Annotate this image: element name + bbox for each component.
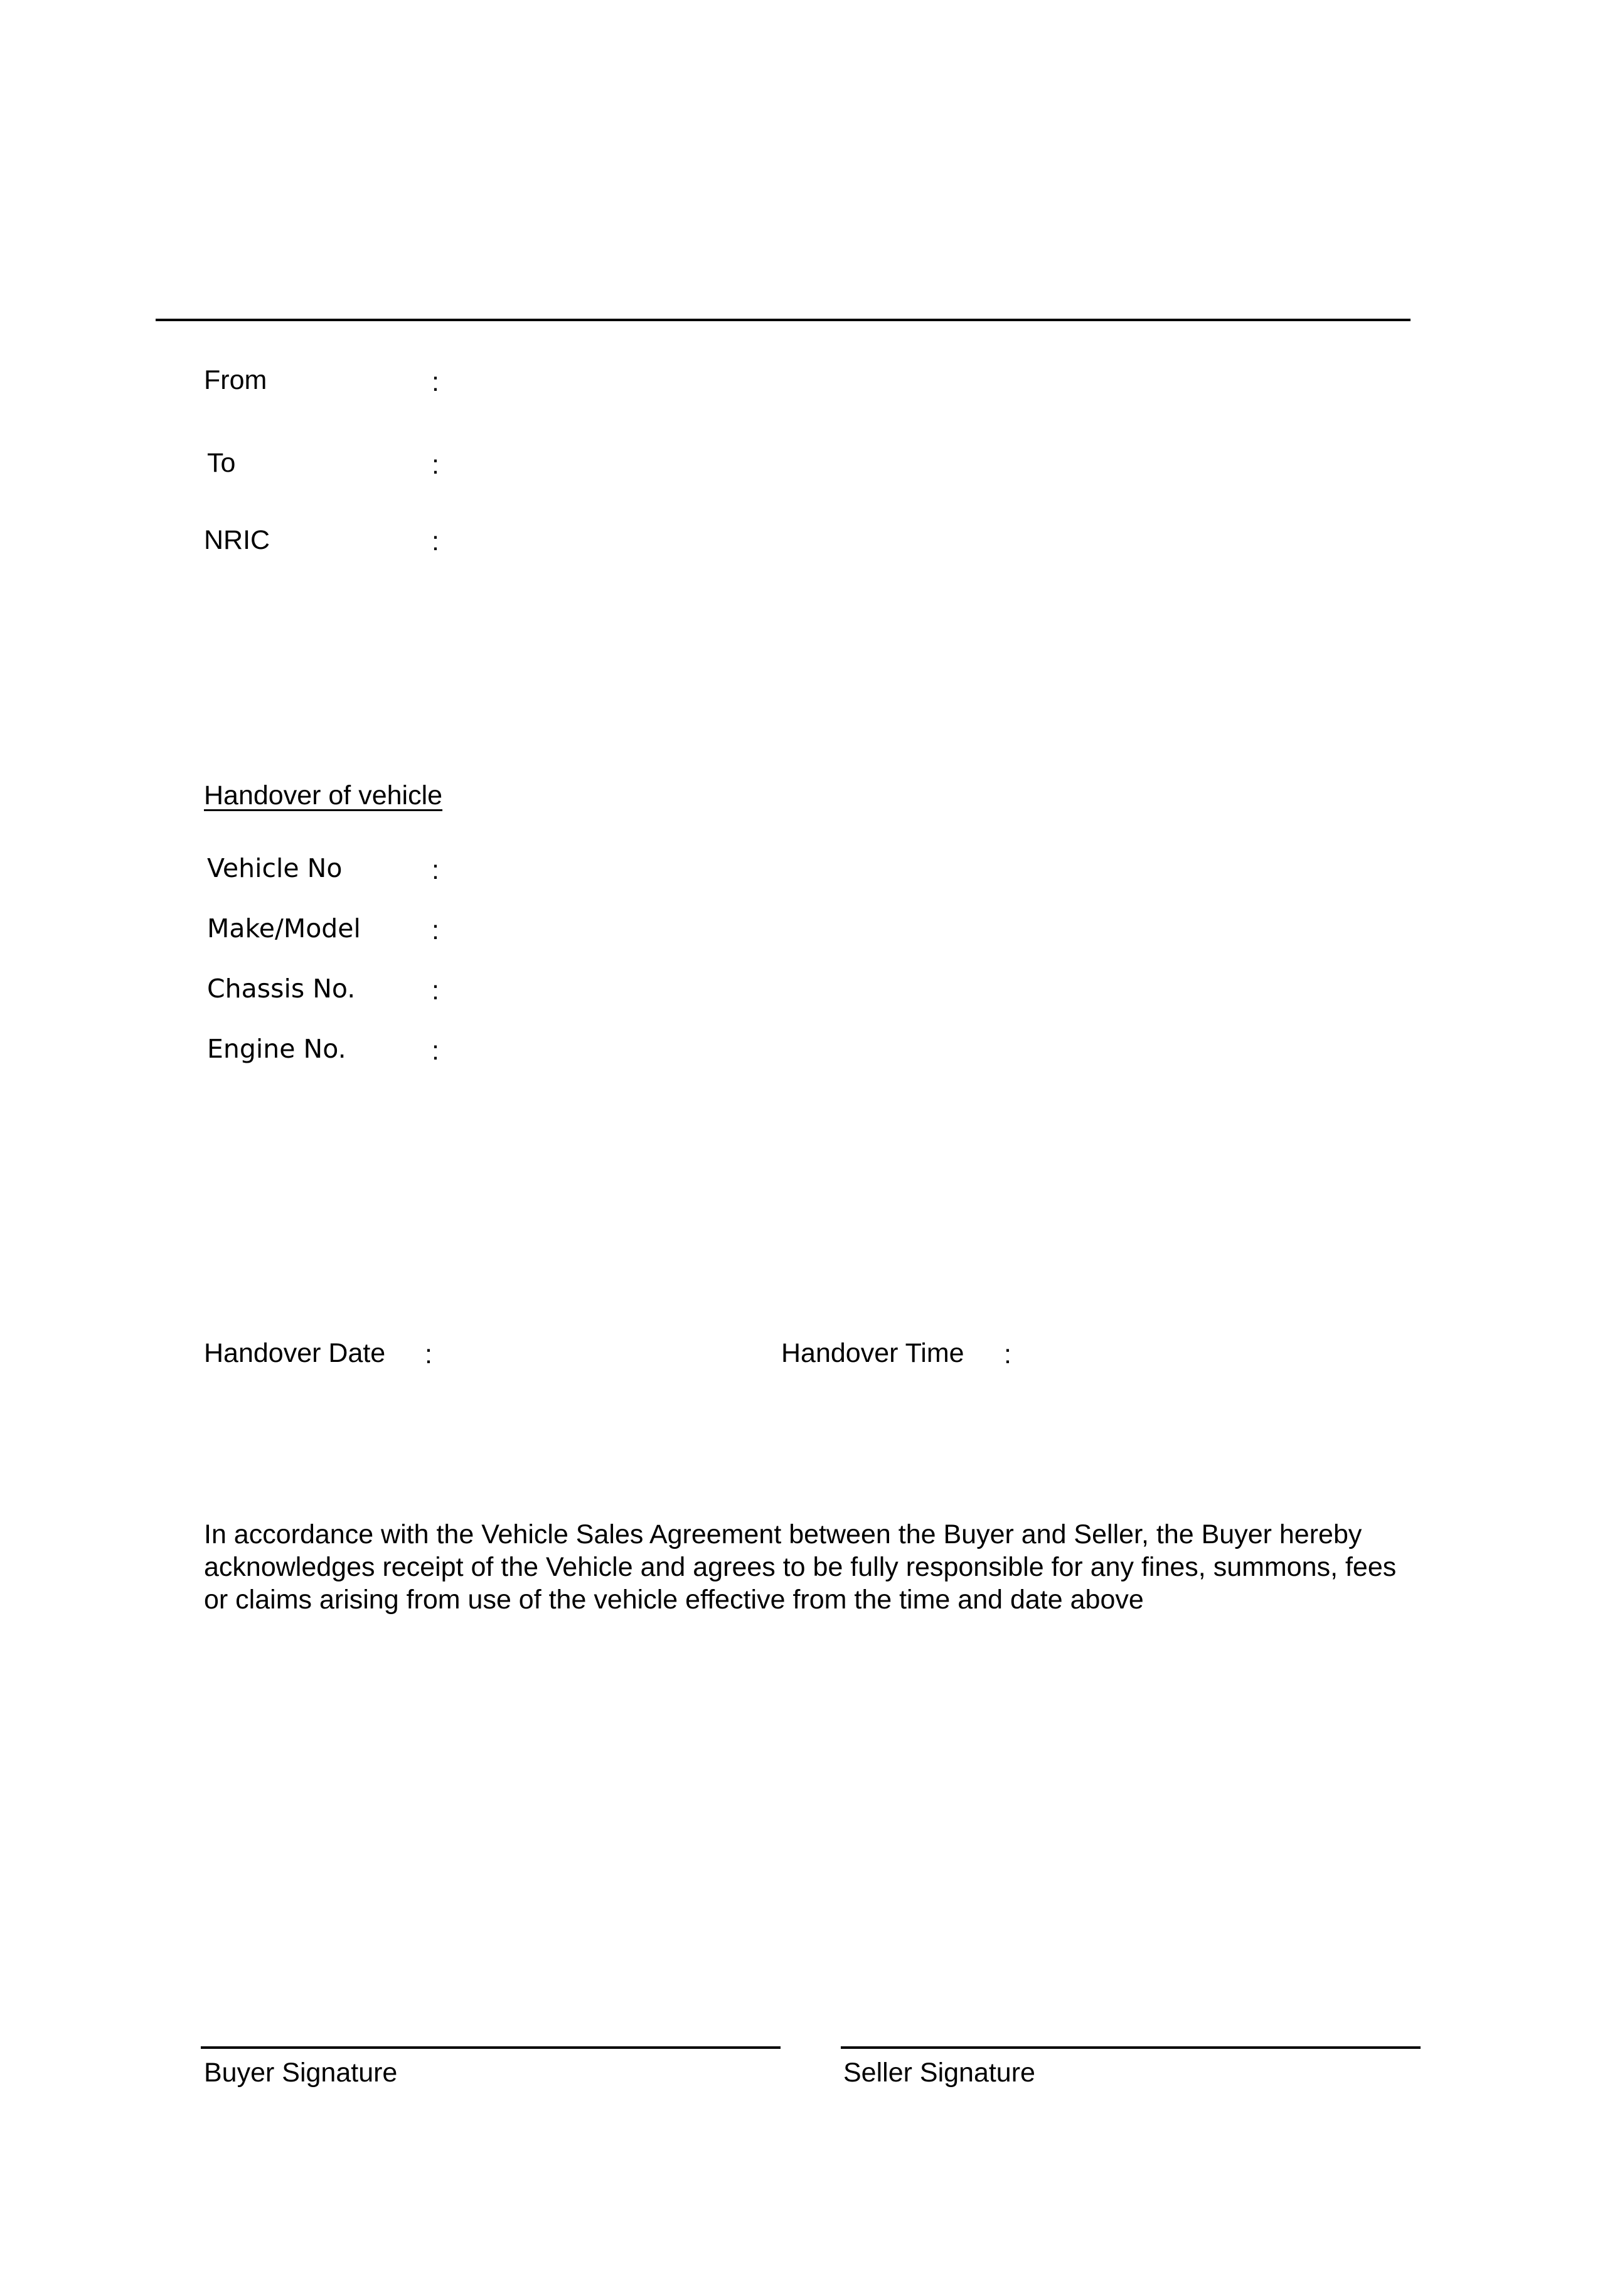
handover-time-label: Handover Time xyxy=(781,1338,964,1368)
seller-signature-line xyxy=(841,2046,1421,2049)
seller-signature-label: Seller Signature xyxy=(843,2058,1035,2088)
make-model-colon: : xyxy=(432,915,439,945)
agreement-paragraph: In accordance with the Vehicle Sales Agreement between the Buyer and Seller, the Buyer hereby acknowledges receipt of the Vehicle and agrees to be fully responsible for any fines, summons, fees or claims arising from use of the vehicle effective from the time and date above xyxy=(204,1519,1397,1615)
nric-label: NRIC xyxy=(204,525,270,555)
nric-colon: : xyxy=(432,526,439,556)
vehicle-no-colon: : xyxy=(432,855,439,885)
to-label: To xyxy=(207,448,236,478)
engine-no-colon: : xyxy=(432,1036,439,1066)
vehicle-no-label: Vehicle No xyxy=(207,853,343,883)
make-model-label: Make/Model xyxy=(207,913,361,943)
engine-no-label: Engine No. xyxy=(207,1034,346,1064)
handover-date-colon: : xyxy=(425,1339,432,1369)
handover-time-colon: : xyxy=(1004,1339,1011,1369)
from-colon: : xyxy=(432,367,439,397)
to-colon: : xyxy=(432,450,439,480)
handover-date-label: Handover Date xyxy=(204,1338,386,1368)
buyer-signature-line xyxy=(201,2046,781,2049)
buyer-signature-label: Buyer Signature xyxy=(204,2058,398,2088)
from-label: From xyxy=(204,365,267,395)
section-title-handover-of-vehicle: Handover of vehicle xyxy=(204,780,443,811)
chassis-no-label: Chassis No. xyxy=(207,974,356,1004)
chassis-no-colon: : xyxy=(432,975,439,1006)
top-divider xyxy=(156,319,1411,321)
